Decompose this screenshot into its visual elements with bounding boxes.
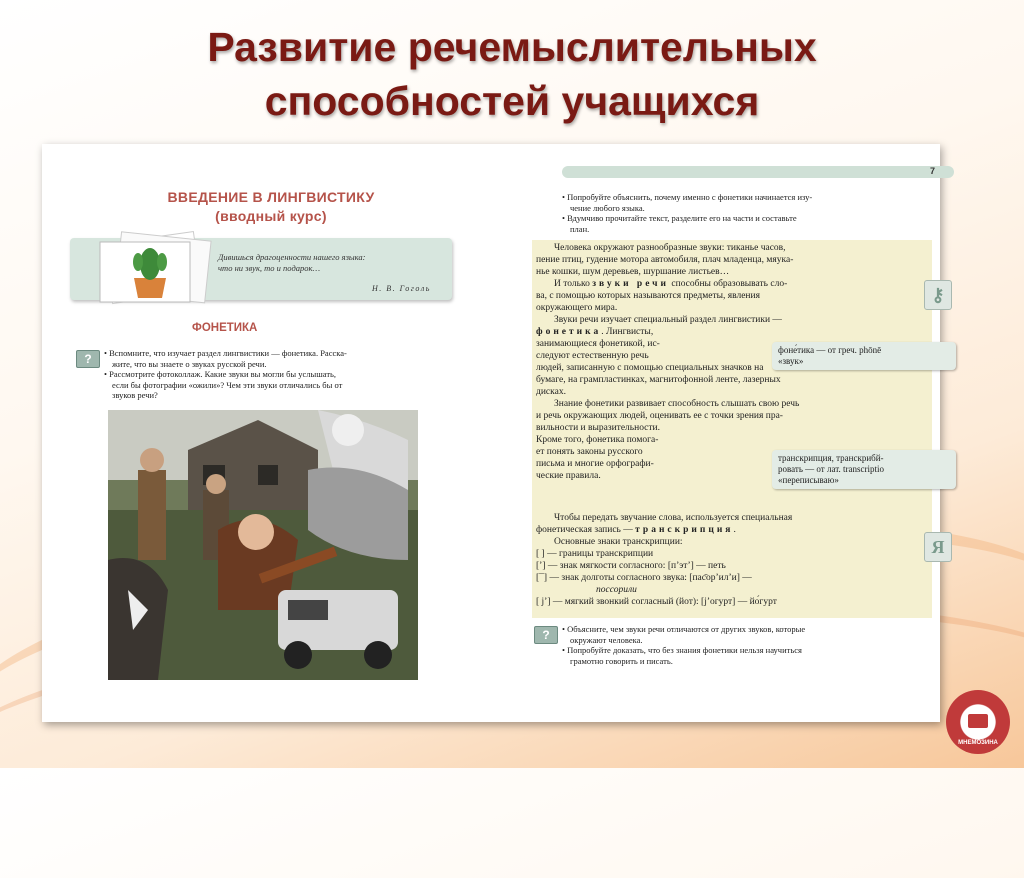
transcription-sign-4: [ j’] — мягкий звонкий согласный (йот): [j’огурт] — йо́гурт: [536, 597, 777, 607]
para5-line3: Основные знаки транскрипции:: [554, 537, 683, 547]
intro-title-line2: (вводный курс): [215, 208, 327, 224]
def2-line1: транскрипция, транскрибй-: [778, 453, 884, 463]
question-icon-2: ?: [534, 626, 558, 644]
transcription-sign-2: [’] — знак мягкости согласного: [п’эт’] — петь: [536, 561, 726, 571]
question-4-line2: грамотно говорить и писать.: [570, 655, 673, 666]
para4-line5: ет понять законы русского: [536, 447, 643, 457]
book-icon: [968, 714, 988, 728]
para1-line2: пение птиц, гудение мотора автомобиля, плач младенца, мяука-: [536, 255, 794, 265]
def2-line3: «переписываю»: [778, 475, 839, 485]
para5-pre: фонетическая запись —: [536, 525, 636, 535]
key-icon: ⚷: [924, 280, 952, 310]
page-number: 7: [930, 166, 936, 176]
para5-line1: Чтобы передать звучание слова, используется специальная: [554, 513, 793, 523]
question-2-line2: если бы фотографии «ожили»? Чем эти звуки отличались бы от: [112, 379, 343, 390]
question-3-line1: • Объясните, чем звуки речи отличаются от других звуков, которые: [562, 624, 806, 634]
bullet-2-line2: план.: [570, 223, 590, 234]
def1-line2: «звук»: [778, 356, 804, 366]
slide-title: [0, 20, 1024, 128]
bullet-2-line1: • Вдумчиво прочитайте текст, разделите его на части и составьте: [562, 213, 797, 223]
transcription-block: [536, 512, 936, 608]
para3-line2-post: . Лингвисты,: [601, 327, 654, 337]
def2-line2: ровать — от лат. transcriptio: [778, 464, 884, 474]
para3-line4: следуют естественную речь: [536, 351, 649, 361]
para2-line1: [536, 278, 936, 290]
right-intro-questions: [562, 192, 942, 234]
para4-line2: и речь окружающих людей, оценивать ее с точки зрения пра-: [536, 411, 783, 421]
para2-line3: окружающего мира.: [536, 303, 618, 313]
intro-title-line1: ВВЕДЕНИЕ В ЛИНГВИСТИКУ: [167, 189, 375, 205]
question-2-line3: звуков речи?: [112, 390, 158, 400]
term-speech-sounds: звуки речи: [592, 279, 670, 289]
right-bottom-questions: [562, 624, 942, 666]
intro-title: [146, 188, 396, 226]
slide-title-line2: способностей учащихся: [264, 78, 760, 124]
transcription-sign-1: [ ] — границы транскрипции: [536, 549, 654, 559]
question-4-line1: • Попробуйте доказать, что без знания фонетики нельзя научиться: [562, 645, 802, 655]
para4-line4: Кроме того, фонетика помога-: [536, 435, 659, 445]
para4-line7: ческие правила.: [536, 471, 601, 481]
publisher-logo: [946, 690, 1010, 754]
quote-line2: что ни звук, то и подарок…: [218, 263, 321, 273]
para2-pre: И только: [554, 279, 593, 289]
para4-line6: письма и многие орфографи-: [536, 459, 654, 469]
page-header-bar: [562, 166, 954, 178]
para5-post: .: [733, 525, 736, 535]
section-title-phonetics: ФОНЕТИКА: [192, 322, 258, 334]
letter-ya-icon: Я: [924, 532, 952, 562]
term-phonetics: фонетика: [536, 327, 602, 337]
transcription-sign-3b: поссорили: [596, 585, 637, 595]
para5-line2: [536, 524, 936, 536]
question-1-line1: • Вспомните, что изучает раздел лингвистики — фонетика. Расска-: [104, 348, 347, 358]
term-transcription: транскрипция: [635, 525, 734, 535]
definition-phonetics: [772, 342, 956, 370]
para1-line3: нье кошки, шум деревьев, шуршание листьев…: [536, 267, 730, 277]
definition-transcription: [772, 450, 956, 489]
para1-line1: Человека окружают разнообразные звуки: тиканье часов,: [554, 243, 786, 253]
logo-text: МНЕМОЗИНА: [958, 740, 998, 746]
bullet-1-line1: • Попробуйте объяснить, почему именно с фонетики начинается изу-: [562, 192, 813, 202]
question-1-line2: жите, что вы знаете о звуках русской речи.: [112, 358, 267, 369]
left-questions: [104, 348, 454, 401]
quote-line1: Дивишься драгоценности нашего языка:: [218, 252, 366, 262]
para2-line2: ва, с помощью которых называются предметы, явления: [536, 291, 760, 301]
quote-author: Н. В. Гоголь: [372, 284, 431, 293]
bullet-1-line2: чение любого языка.: [570, 202, 645, 213]
para2-post: способны образовывать сло-: [669, 279, 788, 289]
para3-line7: дисках.: [536, 387, 566, 397]
transcription-sign-3: [¯] — знак долготы согласного звука: [пас̄ор’ил’и] —: [536, 573, 752, 583]
def1-line1: фоне́тика — от греч. phōnē: [778, 345, 882, 355]
para3-line3: занимающиеся фонетикой, ис-: [536, 339, 660, 349]
textbook-spread: [42, 144, 945, 722]
para3-line1: Звуки речи изучает специальный раздел лингвистики —: [554, 315, 782, 325]
right-page: [512, 144, 945, 722]
para3-line2: [536, 326, 936, 338]
question-2-line1: • Рассмотрите фотоколлаж. Какие звуки вы могли бы услышать,: [104, 369, 337, 379]
question-3-line2: окружают человека.: [570, 634, 643, 645]
gogol-quote: [218, 252, 448, 274]
question-icon: ?: [76, 350, 100, 368]
para3-line5: людей, записанную с помощью специальных значков на: [536, 363, 764, 373]
para3-line6: бумаге, на грампластинках, магнитофонной ленте, лазерных: [536, 375, 781, 385]
left-page: [42, 144, 497, 722]
slide-title-line1: Развитие речемыслительных: [207, 24, 817, 70]
para4-line3: вильности и выразительности.: [536, 423, 661, 433]
photo-collage: [108, 410, 418, 680]
para4-line1: Знание фонетики развивает способность слышать свою речь: [554, 399, 800, 409]
